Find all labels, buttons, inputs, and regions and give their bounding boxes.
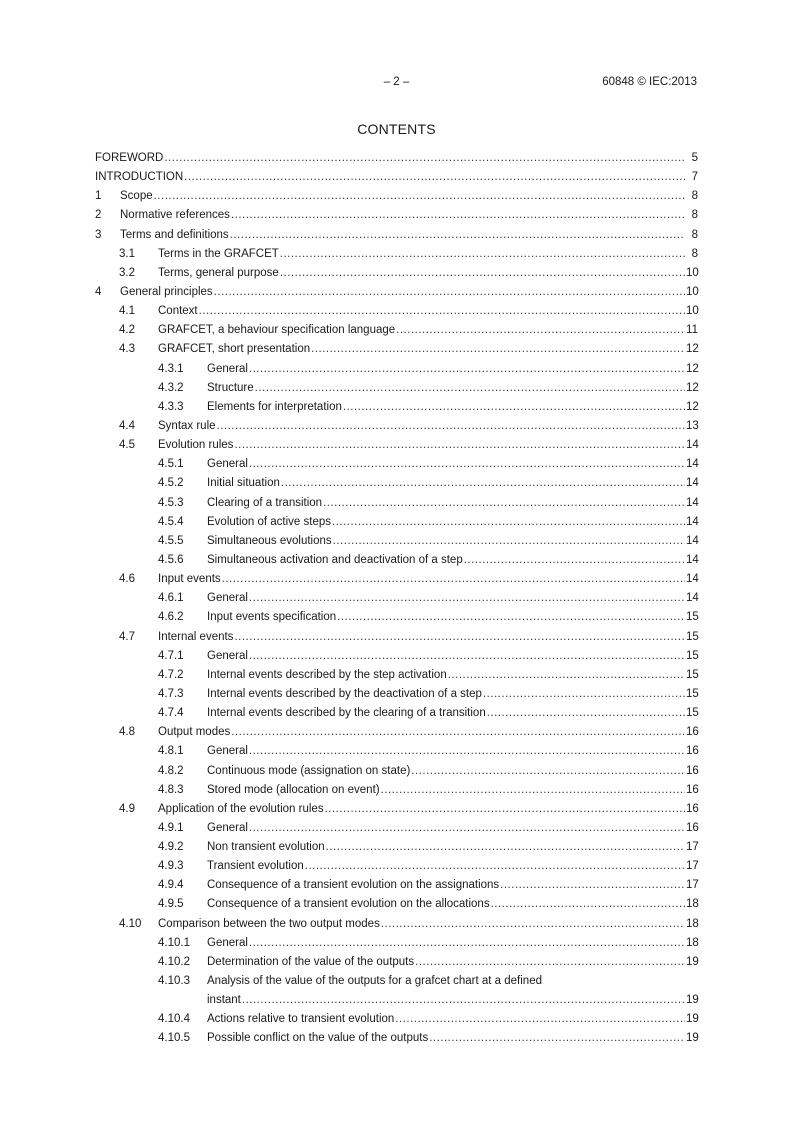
- toc-entry[interactable]: [95, 1029, 698, 1048]
- toc-entry-title: FOREWORD: [95, 149, 163, 168]
- toc-entry-page: 17: [686, 841, 699, 854]
- dot-leader: [483, 685, 685, 704]
- toc-entry-title: Non transient evolution: [207, 838, 325, 857]
- toc-entry-title: Scope: [120, 187, 153, 206]
- toc-entry[interactable]: [95, 149, 698, 168]
- toc-entry-number: 4.7.3: [158, 687, 184, 700]
- toc-entry-number: 4.6: [119, 573, 135, 586]
- dot-leader: [381, 915, 685, 934]
- toc-entry[interactable]: [95, 360, 698, 379]
- toc-entry-title: GRAFCET, short presentation: [158, 340, 310, 359]
- toc-entry-page: 14: [686, 553, 699, 566]
- dot-leader: [255, 379, 685, 398]
- toc-entry-page: 15: [686, 611, 699, 624]
- toc-entry-title: Elements for interpretation: [207, 398, 342, 417]
- toc-entry-number: 4.8: [119, 726, 135, 739]
- toc-entry-number: 4.1: [119, 305, 135, 318]
- toc-entry-title: Context: [158, 302, 198, 321]
- dot-leader: [230, 226, 685, 245]
- dot-leader: [323, 494, 685, 513]
- toc-entry-page: 12: [686, 362, 699, 375]
- toc-entry[interactable]: [95, 742, 698, 761]
- dot-leader: [343, 398, 685, 417]
- dot-leader: [337, 608, 685, 627]
- toc-entry-title: Output modes: [158, 723, 230, 742]
- dot-leader: [184, 168, 685, 187]
- toc-entry[interactable]: [95, 187, 698, 206]
- toc-entry[interactable]: [95, 915, 698, 934]
- toc-entry[interactable]: [95, 436, 698, 455]
- toc-entry-page: 16: [686, 783, 699, 796]
- dot-leader: [500, 876, 685, 895]
- toc-entry-number: 4.8.3: [158, 783, 184, 796]
- dot-leader: [487, 704, 685, 723]
- toc-entry[interactable]: [95, 857, 698, 876]
- dot-leader: [448, 666, 685, 685]
- toc-entry[interactable]: [95, 762, 698, 781]
- toc-entry[interactable]: [95, 953, 698, 972]
- toc-entry[interactable]: [95, 934, 698, 953]
- dot-leader: [311, 340, 685, 359]
- toc-entry-number: 4.8.2: [158, 764, 184, 777]
- toc-entry[interactable]: [95, 283, 698, 302]
- toc-entry-number: 4.10: [119, 917, 142, 930]
- toc-entry-page: 15: [686, 649, 699, 662]
- toc-entry-title: General principles: [120, 283, 213, 302]
- dot-leader: [280, 264, 685, 283]
- dot-leader: [164, 149, 685, 168]
- dot-leader: [231, 206, 685, 225]
- dot-leader: [234, 436, 685, 455]
- dot-leader: [154, 187, 685, 206]
- toc-entry-number: 4.9: [119, 802, 135, 815]
- toc-entry-number: 4.3: [119, 343, 135, 356]
- toc-entry-title: Stored mode (allocation on event): [207, 781, 380, 800]
- toc-entry-title: Comparison between the two output modes: [158, 915, 380, 934]
- dot-leader: [249, 742, 685, 761]
- dot-leader: [222, 570, 685, 589]
- toc-entry-title: Actions relative to transient evolution: [207, 1010, 394, 1029]
- toc-entry-page: 18: [686, 917, 699, 930]
- toc-entry-title: Normative references: [120, 206, 230, 225]
- toc-entry-page: 16: [686, 764, 699, 777]
- toc-entry-number: 4: [95, 285, 102, 298]
- toc-entry-title-first-line: Analysis of the value of the outputs for a grafcet chart at a defined: [207, 975, 542, 988]
- toc-entry-page: 14: [686, 477, 699, 490]
- toc-entry-title: Internal events described by the clearing of a transition: [207, 704, 486, 723]
- toc-entry[interactable]: [95, 340, 698, 359]
- toc-entry-page: 19: [686, 955, 699, 968]
- toc-entry-page: 8: [691, 190, 698, 203]
- toc-entry-number: 4.3.2: [158, 381, 184, 394]
- dot-leader: [249, 360, 685, 379]
- toc-entry[interactable]: [95, 226, 698, 245]
- toc-entry[interactable]: [95, 704, 698, 723]
- toc-entry-page: 19: [686, 994, 699, 1007]
- toc-entry-title: Application of the evolution rules: [158, 800, 324, 819]
- toc-entry-title: Syntax rule: [158, 417, 216, 436]
- toc-entry[interactable]: [95, 379, 698, 398]
- toc-entry[interactable]: [95, 321, 698, 340]
- toc-entry[interactable]: [95, 781, 698, 800]
- toc-entry[interactable]: [95, 513, 698, 532]
- page-number: – 2 –: [383, 76, 410, 88]
- toc-entry-title: Transient evolution: [207, 857, 304, 876]
- toc-entry-page: 19: [686, 1013, 699, 1026]
- toc-entry-number: 4.5.2: [158, 477, 184, 490]
- toc-entry-number: 4.3.1: [158, 362, 184, 375]
- toc-entry-number: 4.10.2: [158, 955, 190, 968]
- toc-entry-title: Input events specification: [207, 608, 336, 627]
- toc-entry[interactable]: [95, 838, 698, 857]
- toc-entry-number: 4.5: [119, 439, 135, 452]
- dot-leader: [234, 628, 685, 647]
- toc-entry-number: 4.9.2: [158, 841, 184, 854]
- toc-entry-page: 16: [686, 821, 699, 834]
- toc-entry-page: 5: [691, 152, 698, 164]
- dot-leader: [326, 838, 685, 857]
- toc-entry[interactable]: [95, 608, 698, 627]
- toc-entry[interactable]: [95, 876, 698, 895]
- toc-entry-page: 17: [686, 879, 699, 892]
- toc-entry[interactable]: [95, 551, 698, 570]
- dot-leader: [281, 474, 685, 493]
- toc-entry-title: Continuous mode (assignation on state): [207, 762, 410, 781]
- toc-entry-page: 10: [686, 266, 699, 279]
- dot-leader: [381, 781, 685, 800]
- toc-entry-title: Simultaneous activation and deactivation of a step: [207, 551, 463, 570]
- dot-leader: [332, 513, 685, 532]
- toc-entry-number: 3.2: [119, 266, 135, 279]
- dot-leader: [249, 455, 685, 474]
- dot-leader: [333, 532, 685, 551]
- dot-leader: [415, 953, 685, 972]
- toc-entry-page: 14: [686, 592, 699, 605]
- toc-entry-title: Determination of the value of the outputs: [207, 953, 414, 972]
- toc-entry[interactable]: [95, 819, 698, 838]
- toc-entry-title: Terms and definitions: [120, 226, 229, 245]
- toc-entry[interactable]: [95, 398, 698, 417]
- toc-entry-title: Initial situation: [207, 474, 280, 493]
- toc-entry-number: 4.10.3: [158, 975, 190, 988]
- toc-entry-title: Clearing of a transition: [207, 494, 322, 513]
- toc-entry-number: 4.10.4: [158, 1013, 190, 1026]
- toc-entry[interactable]: [95, 494, 698, 513]
- toc-entry-number: 2: [95, 209, 102, 222]
- toc-entry[interactable]: [95, 895, 698, 914]
- toc-entry-number: 1: [95, 190, 102, 203]
- dot-leader: [214, 283, 685, 302]
- toc-entry-number: 4.10.1: [158, 936, 190, 949]
- toc-entry[interactable]: [95, 800, 698, 819]
- dot-leader: [491, 895, 685, 914]
- toc-entry-page: 15: [686, 668, 699, 681]
- toc-entry-page: 16: [686, 802, 699, 815]
- toc-entry[interactable]: [95, 206, 698, 225]
- toc-entry-title: Internal events: [158, 628, 233, 647]
- toc-entry-page: 8: [691, 209, 698, 222]
- toc-entry-title: Evolution rules: [158, 436, 233, 455]
- toc-entry-title: Terms, general purpose: [158, 264, 279, 283]
- dot-leader: [429, 1029, 685, 1048]
- toc-entry-title: Internal events described by the step activation: [207, 666, 447, 685]
- toc-entry[interactable]: [95, 628, 698, 647]
- toc-entry-title: General: [207, 455, 248, 474]
- toc-entry-title: Consequence of a transient evolution on the assignations: [207, 876, 499, 895]
- toc-entry-title: General: [207, 647, 248, 666]
- toc-entry-page: 15: [686, 687, 699, 700]
- toc-entry-number: 4.9.3: [158, 860, 184, 873]
- toc-entry-title: Consequence of a transient evolution on the allocations: [207, 895, 490, 914]
- dot-leader: [305, 857, 685, 876]
- toc-entry-number: 4.8.1: [158, 745, 184, 758]
- table-of-contents: [95, 149, 698, 1049]
- dot-leader: [411, 762, 685, 781]
- toc-entry-number: 4.9.4: [158, 879, 184, 892]
- toc-entry-title: Simultaneous evolutions: [207, 532, 332, 551]
- toc-entry-page: 16: [686, 745, 699, 758]
- toc-entry-page: 14: [686, 496, 699, 509]
- toc-entry-page: 8: [691, 247, 698, 260]
- toc-entry-title: INTRODUCTION: [95, 168, 183, 187]
- toc-entry-number: 4.4: [119, 419, 135, 432]
- toc-entry-page: 10: [686, 285, 699, 298]
- toc-entry-page: 7: [691, 171, 698, 184]
- toc-entry[interactable]: [95, 589, 698, 608]
- toc-entry-title: General: [207, 934, 248, 953]
- toc-entry-number: 4.6.1: [158, 592, 184, 605]
- toc-entry-title: General: [207, 819, 248, 838]
- toc-entry-page: 16: [686, 726, 699, 739]
- toc-entry-page: 12: [686, 400, 699, 413]
- toc-entry-page: 14: [686, 439, 699, 452]
- toc-entry-number: 3: [95, 228, 102, 241]
- toc-entry-page: 14: [686, 458, 699, 471]
- standard-reference: 60848 © IEC:2013: [602, 76, 697, 88]
- toc-entry-number: 4.7.4: [158, 707, 184, 720]
- toc-entry-number: 4.5.6: [158, 553, 184, 566]
- toc-entry-title: General: [207, 589, 248, 608]
- toc-entry-page: 19: [686, 1032, 699, 1045]
- toc-entry-number: 4.5.1: [158, 458, 184, 471]
- toc-entry-number: 4.2: [119, 324, 135, 337]
- toc-entry-page: 14: [686, 534, 699, 547]
- dot-leader: [217, 417, 685, 436]
- toc-entry[interactable]: [95, 417, 698, 436]
- toc-entry-number: 4.7.1: [158, 649, 184, 662]
- dot-leader: [464, 551, 685, 570]
- toc-entry-number: 4.9.5: [158, 898, 184, 911]
- toc-entry[interactable]: [95, 264, 698, 283]
- toc-entry[interactable]: [95, 474, 698, 493]
- toc-entry[interactable]: [95, 168, 698, 187]
- dot-leader: [396, 321, 685, 340]
- toc-entry-number: 4.9.1: [158, 821, 184, 834]
- toc-entry[interactable]: [95, 302, 698, 321]
- toc-entry-number: 3.1: [119, 247, 135, 260]
- toc-entry[interactable]: [95, 570, 698, 589]
- toc-entry-number: 4.3.3: [158, 400, 184, 413]
- toc-entry[interactable]: [95, 972, 698, 1010]
- toc-entry-page: 13: [686, 419, 699, 432]
- toc-entry-title: Possible conflict on the value of the outputs: [207, 1029, 428, 1048]
- toc-entry[interactable]: [95, 1010, 698, 1029]
- toc-entry-number: 4.5.3: [158, 496, 184, 509]
- page-title: CONTENTS: [357, 121, 436, 137]
- toc-entry-page: 11: [686, 324, 698, 337]
- toc-entry-page: 18: [686, 936, 699, 949]
- toc-entry-title: Terms in the GRAFCET: [158, 245, 279, 264]
- dot-leader: [231, 723, 685, 742]
- toc-entry[interactable]: [95, 666, 698, 685]
- dot-leader: [249, 934, 685, 953]
- toc-entry-page: 12: [686, 343, 699, 356]
- toc-entry-number: 4.7.2: [158, 668, 184, 681]
- toc-entry[interactable]: [95, 685, 698, 704]
- toc-entry-number: 4.5.4: [158, 515, 184, 528]
- toc-entry-page: 14: [686, 573, 699, 586]
- dot-leader: [249, 589, 685, 608]
- toc-entry[interactable]: [95, 723, 698, 742]
- toc-entry-title: Internal events described by the deactivation of a step: [207, 685, 482, 704]
- toc-entry-page: 15: [686, 630, 699, 643]
- toc-entry-title: General: [207, 360, 248, 379]
- dot-leader: [249, 647, 685, 666]
- toc-entry-title: GRAFCET, a behaviour specification language: [158, 321, 395, 340]
- toc-entry-page: 18: [686, 898, 699, 911]
- dot-leader: [199, 302, 685, 321]
- dot-leader: [249, 819, 685, 838]
- toc-entry-number: 4.5.5: [158, 534, 184, 547]
- toc-entry-title: Input events: [158, 570, 221, 589]
- toc-entry-page: 15: [686, 707, 699, 720]
- toc-entry-number: 4.10.5: [158, 1032, 190, 1045]
- toc-entry-page: 10: [686, 305, 699, 318]
- toc-entry-page: 12: [686, 381, 699, 394]
- toc-entry-page: 8: [691, 228, 698, 241]
- toc-entry[interactable]: [95, 647, 698, 666]
- dot-leader: [325, 800, 685, 819]
- toc-entry-title: instant: [207, 991, 241, 1010]
- toc-entry-page: 17: [686, 860, 699, 873]
- toc-entry[interactable]: [95, 455, 698, 474]
- toc-entry[interactable]: [95, 532, 698, 551]
- toc-entry-title: General: [207, 742, 248, 761]
- toc-entry-page: 14: [686, 515, 699, 528]
- toc-entry[interactable]: [95, 245, 698, 264]
- dot-leader: [395, 1010, 685, 1029]
- dot-leader: [242, 991, 685, 1010]
- toc-entry-title: Evolution of active steps: [207, 513, 331, 532]
- toc-entry-title: Structure: [207, 379, 254, 398]
- dot-leader: [280, 245, 685, 264]
- toc-entry-number: 4.7: [119, 630, 135, 643]
- toc-entry-number: 4.6.2: [158, 611, 184, 624]
